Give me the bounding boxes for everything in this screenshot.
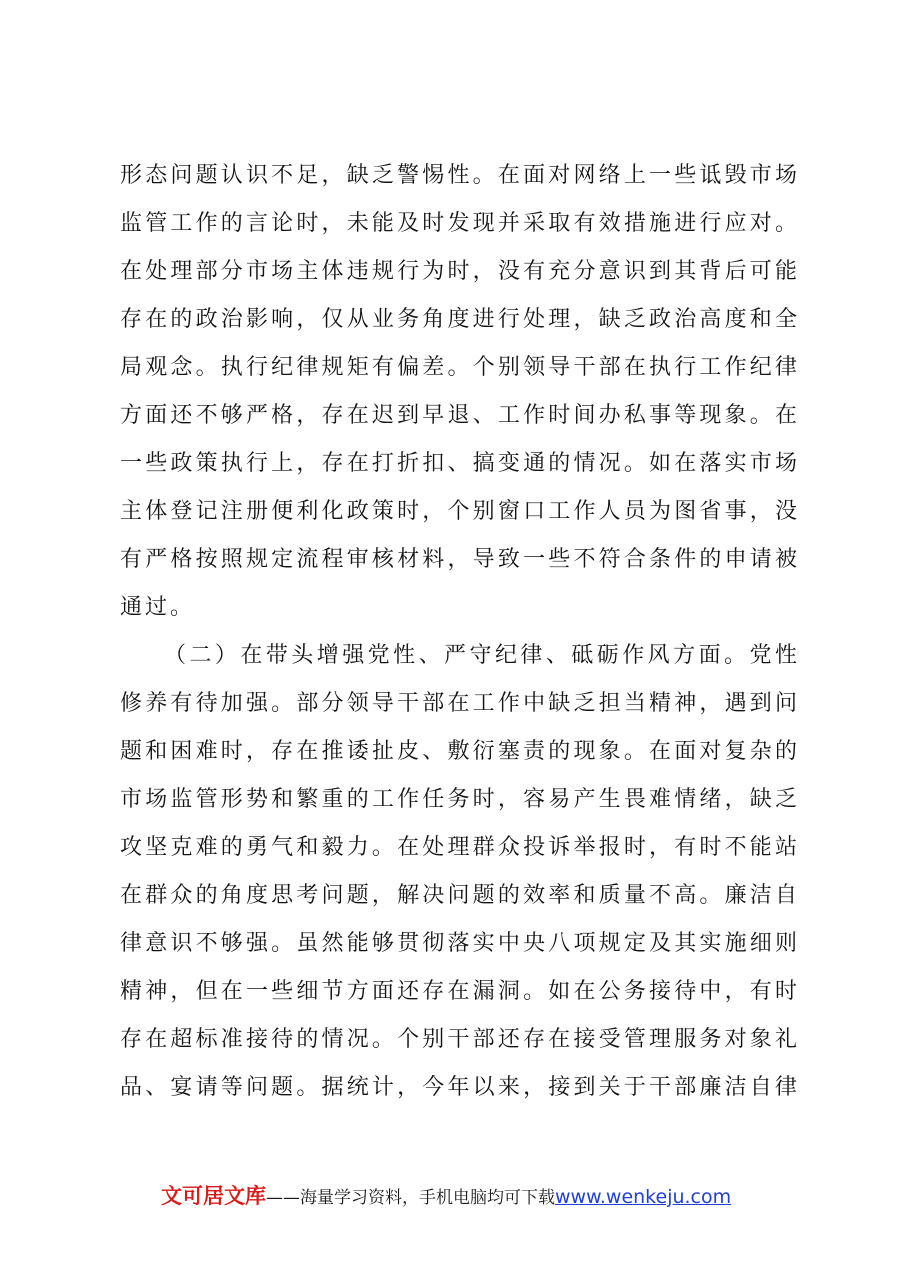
paragraph-line: 方面还不够严格，存在迟到早退、工作时间办私事等现象。在 [120, 403, 800, 428]
paragraph-line: 攻坚克难的勇气和毅力。在处理群众投诉举报时，有时不能站 [120, 835, 800, 860]
footer-banner [161, 1182, 731, 1210]
paragraph-line: 精神，但在一些细节方面还存在漏洞。如在公务接待中，有时 [120, 979, 800, 1004]
paragraph-line: 市场监管形势和繁重的工作任务时，容易产生畏难情绪，缺乏 [120, 787, 800, 812]
section-heading: （二）在带头增强党性、严守纪律、砥砺作风方面。 [164, 643, 750, 668]
paragraph-line: 局观念。执行纪律规矩有偏差。个别领导干部在执行工作纪律 [120, 355, 800, 380]
paragraph-line: 存在的政治影响，仅从业务角度进行处理，缺乏政治高度和全 [120, 307, 800, 332]
footer-tagline: ——海量学习资料，手机电脑均可下载 [266, 1188, 555, 1208]
paragraph-line: 在处理部分市场主体违规行为时，没有充分意识到其背后可能 [120, 259, 800, 284]
paragraph-line: 主体登记注册便利化政策时，个别窗口工作人员为图省事，没 [120, 499, 800, 524]
paragraph-line: 通过。 [120, 595, 196, 620]
paragraph-line: 题和困难时，存在推诿扯皮、敷衍塞责的现象。在面对复杂的 [120, 739, 800, 764]
paragraph-line: 律意识不够强。虽然能够贯彻落实中央八项规定及其实施细则 [120, 931, 800, 956]
paragraph-line: 存在超标准接待的情况。个别干部还存在接受管理服务对象礼 [120, 1027, 800, 1052]
paragraph-line: 一些政策执行上，存在打折扣、搞变通的情况。如在落实市场 [120, 451, 800, 476]
footer-brand: 文可居文库 [161, 1184, 266, 1208]
paragraph-line: 有严格按照规定流程审核材料，导致一些不符合条件的申请被 [120, 547, 800, 572]
section-first-line-tail: 党性 [749, 643, 800, 668]
paragraph-line: 在群众的角度思考问题，解决问题的效率和质量不高。廉洁自 [120, 883, 800, 908]
paragraph-line: 品、宴请等问题。据统计，今年以来，接到关于干部廉洁自律 [120, 1075, 800, 1100]
paragraph-line: 修养有待加强。部分领导干部在工作中缺乏担当精神，遇到问 [120, 691, 800, 716]
document-body [120, 152, 800, 1112]
paragraph-line: 形态问题认识不足，缺乏警惕性。在面对网络上一些诋毁市场 [120, 163, 800, 188]
section-heading-line [120, 632, 800, 680]
paragraph-line: 监管工作的言论时，未能及时发现并采取有效措施进行应对。 [120, 211, 800, 236]
footer-url-link[interactable]: www.wenkeju.com [555, 1186, 732, 1208]
